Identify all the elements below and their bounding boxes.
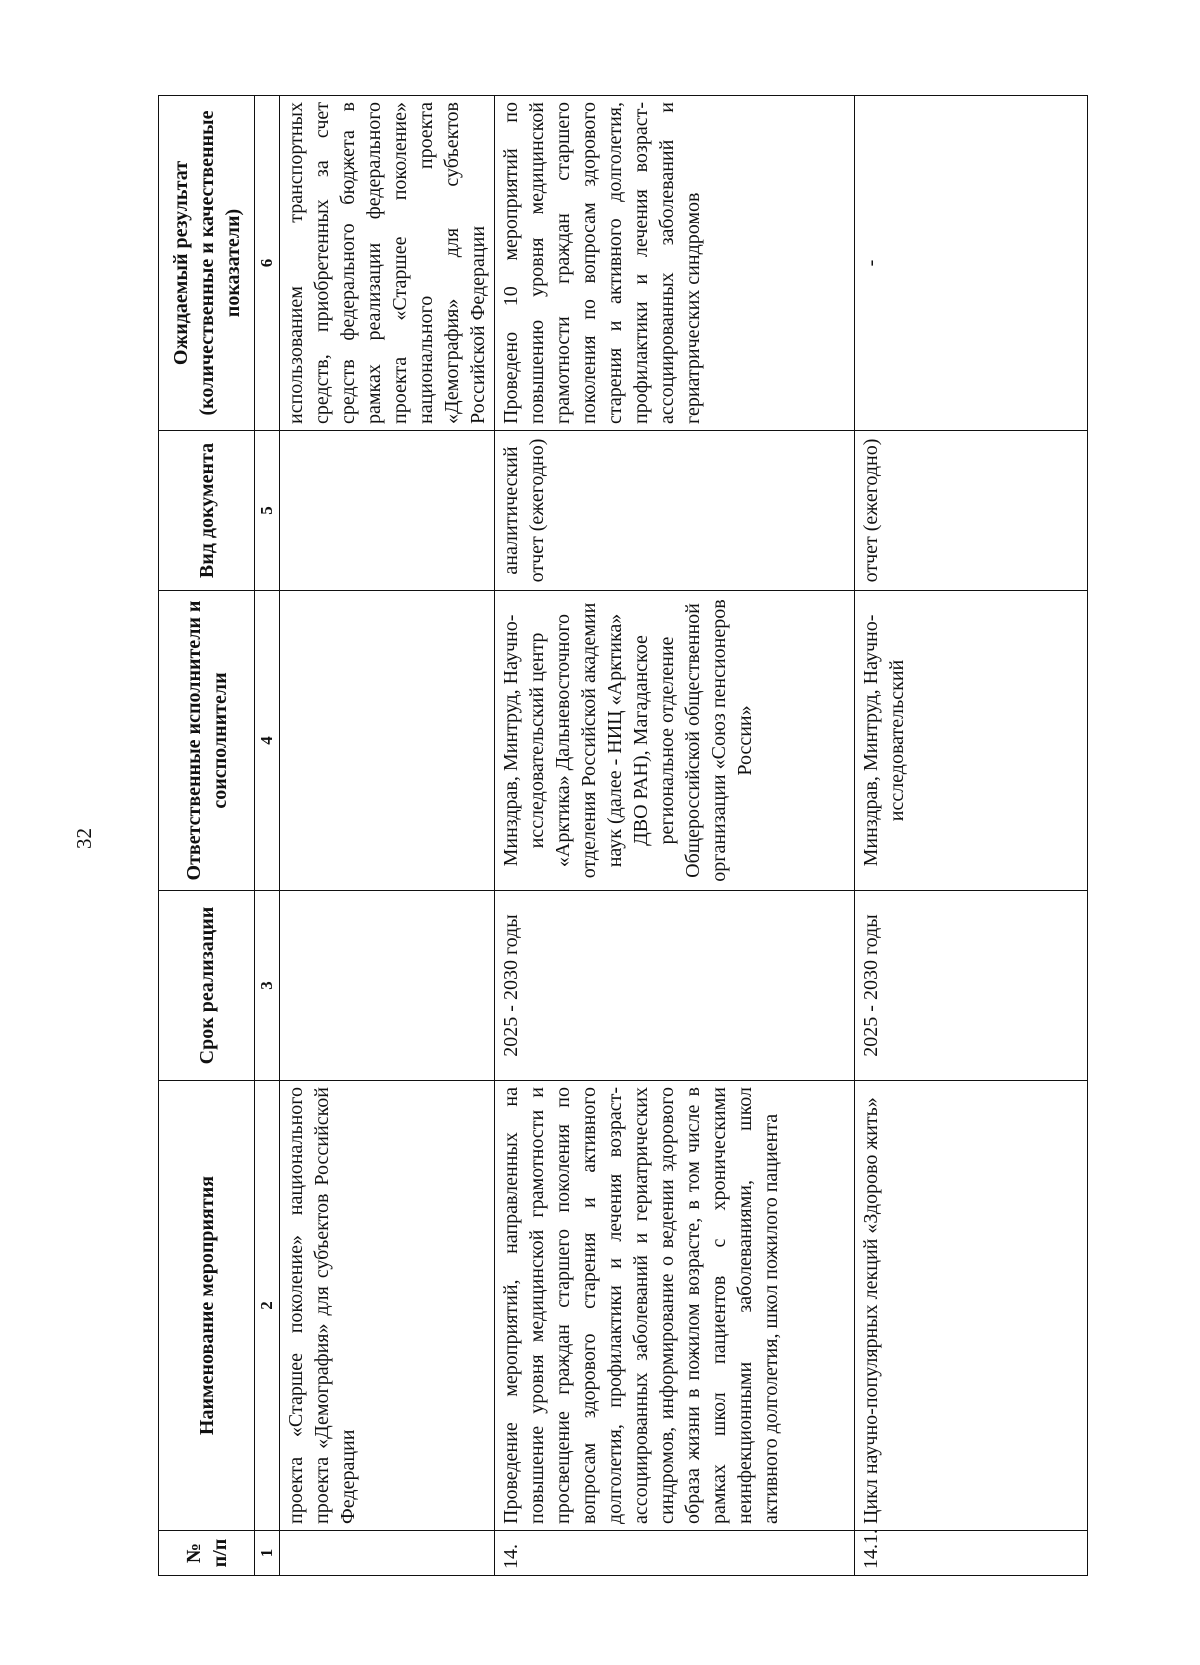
row-term (280, 891, 495, 1081)
column-number: 2 (255, 1081, 280, 1531)
column-number: 4 (255, 591, 280, 891)
row-num (280, 1531, 495, 1576)
page-number: 32 (72, 828, 96, 849)
header-executors: Ответственные исполнители и соисполнители (159, 591, 255, 891)
header-result: Ожидаемый результат (количественные и качественные показатели) (159, 96, 255, 431)
column-number: 5 (255, 431, 280, 591)
column-number-row (255, 96, 280, 1576)
row-name: Проведение мероприятий, направленных на повышение уровня медицинской грамотности и просвещение граждан старшего поколения по вопросам здорового старения и активного долголетия, профилактики и лечения возраст-ассоциированных заболеваний и гериатрических синдромов, информирование о ведении здорового образа жизни в пожилом возрасте, в том числе в рамках школ пациентов с хроническими неинфекционными заболеваниями, школ активного долголетия, школ пожилого пациента (495, 1081, 855, 1531)
table-row (495, 96, 855, 1576)
header-num: № п/п (159, 1531, 255, 1576)
row-doc: отчет (ежегодно) (855, 431, 1088, 591)
row-executors (280, 591, 495, 891)
table-header-row (159, 96, 255, 1576)
row-doc (280, 431, 495, 591)
table-row (280, 96, 495, 1576)
rotated-page-content (158, 96, 1088, 1576)
row-term: 2025 - 2030 годы (495, 891, 855, 1081)
row-result: Проведено 10 мероприятий по повышению уровня медицинской грамотности граждан старшего поколения по вопросам здорового старения и активного долголетия, профилактики и лечения возраст-ассоциированных заболеваний и гериатрических синдромов (495, 96, 855, 431)
measures-table (158, 95, 1088, 1576)
row-executors: Минздрав, Минтруд, Научно-исследовательский (855, 591, 1088, 891)
row-executors: Минздрав, Минтруд, Научно-исследовательский центр «Арктика» Дальневосточного отделения Российской академии наук (далее - НИЦ «Арктика» ДВО РАН), Магаданское региональное отделение Общероссийской общественной организации «Союз пенсионеров России» (495, 591, 855, 891)
column-number: 3 (255, 891, 280, 1081)
column-number: 6 (255, 96, 280, 431)
row-num: 14. (495, 1531, 855, 1576)
row-name: Цикл научно-популярных лекций «Здорово жить» (855, 1081, 1088, 1531)
column-number: 1 (255, 1531, 280, 1576)
header-doc: Вид документа (159, 431, 255, 591)
row-name: проекта «Старшее поколение» национального проекта «Демография» для субъектов Российской Федерации (280, 1081, 495, 1531)
header-name: Наименование мероприятия (159, 1081, 255, 1531)
row-num: 14.1. (855, 1531, 1088, 1576)
row-doc: аналитический отчет (ежегодно) (495, 431, 855, 591)
row-result: - (855, 96, 1088, 431)
row-result: использованием транспортных средств, приобретенных за счет средств федерального бюджета в рамках реализации федерального проекта «Старшее поколение» национального проекта «Демография» для субъектов Российской Федерации (280, 96, 495, 431)
table-row (855, 96, 1088, 1576)
row-term: 2025 - 2030 годы (855, 891, 1088, 1081)
header-term: Срок реализации (159, 891, 255, 1081)
